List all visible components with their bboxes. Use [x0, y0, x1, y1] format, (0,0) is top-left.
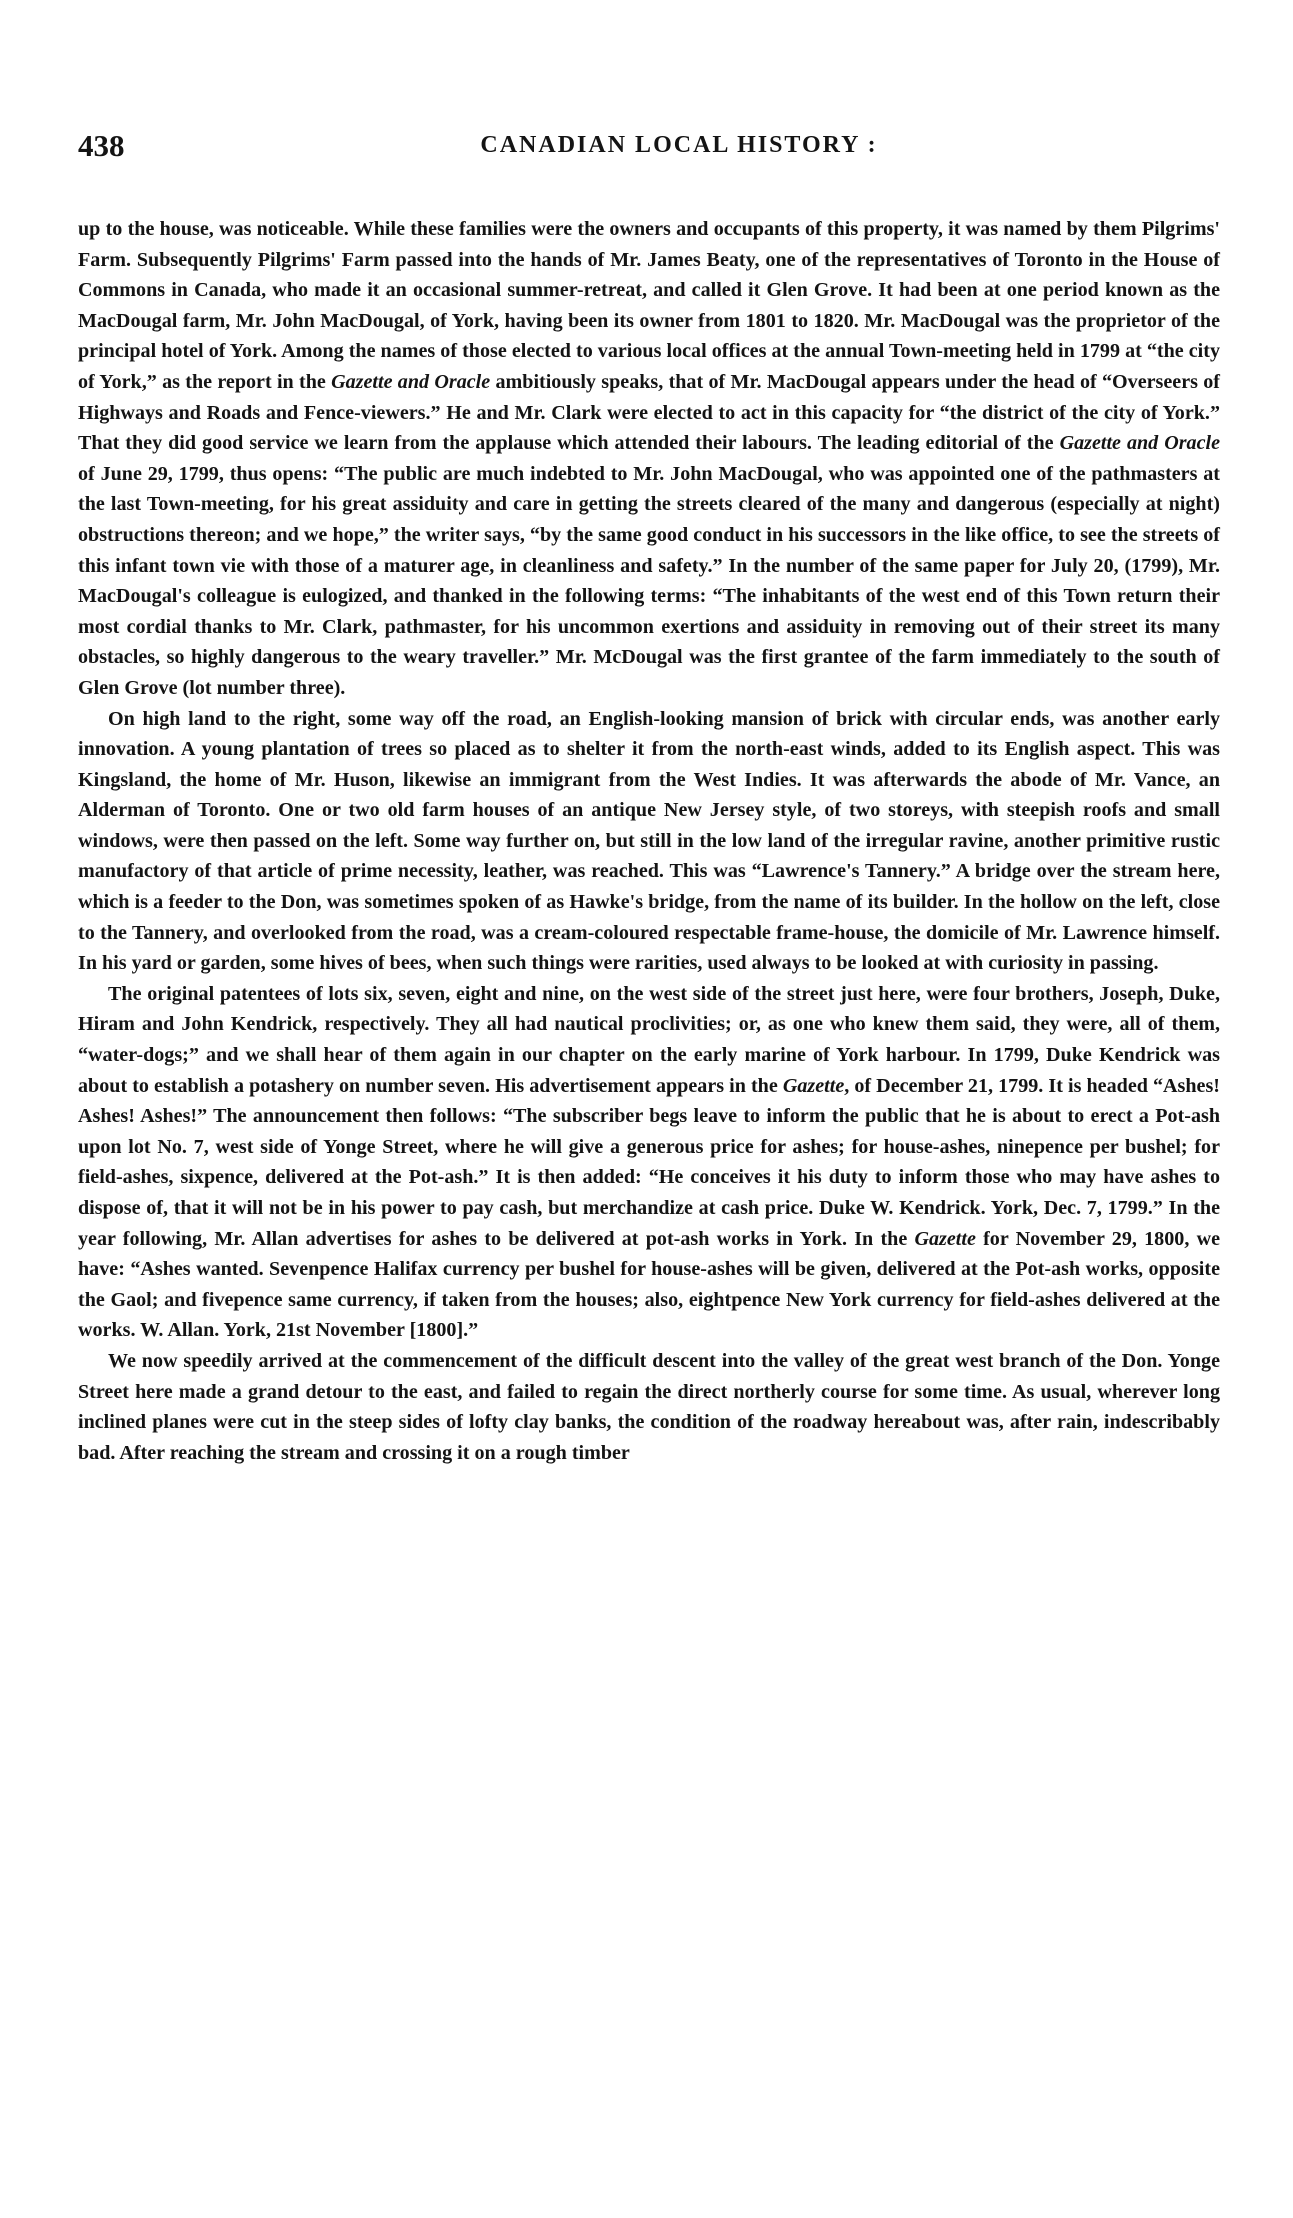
newspaper-title: Gazette and Oracle [331, 370, 491, 393]
body-paragraph [78, 1346, 1220, 1468]
newspaper-title: Gazette and Oracle [1059, 432, 1220, 455]
paragraph-text: On high land to the right, some way off the road, an English-looking mansion of brick with circular ends, was another early innovation. A young plantation of trees so placed as to shelter it from the north-east winds, added to its English aspect. This was Kingsland, the home of Mr. Huson, likewise an immigrant from the West Indies. It was afterwards the abode of Mr. Vance, an Alderman of Toronto. One or two old farm houses of an antique New Jersey style, of two storeys, with steepish roofs and small windows, were then passed on the left. Some way further on, but still in the low land of the irregular ravine, another primitive rustic manufactory of that article of prime necessity, leather, was reached. This was “Lawrence's Tannery.” A bridge over the stream here, which is a feeder to the Don, was sometimes spoken of as Hawke's bridge, from the name of its builder. In the hollow on the left, close to the Tannery, and overlooked from the road, was a cream-coloured respectable frame-house, the domicile of Mr. Lawrence himself. In his yard or garden, some hives of bees, when such things were rarities, used always to be looked at with curiosity in passing. [78, 707, 1220, 975]
paragraph-text: ambitiously speaks, that of Mr. MacDougal appears under the head of “Overseers of Highways and Roads and Fence-viewers.” He and Mr. Clark were elected to act in this capacity for “the district of the city of York.” That they did good service we learn from the applause which attended their labours. The leading editorial of the [78, 370, 1220, 455]
running-title: CANADIAN LOCAL HISTORY : [480, 132, 878, 158]
paragraph-text: We now speedily arrived at the commencement of the difficult descent into the valley of the great west branch of the Don. Yonge Street here made a grand detour to the east, and failed to regain the direct northerly course for some time. As usual, wherever long inclined planes were cut in the steep sides of lofty clay banks, the condition of the roadway hereabout was, after rain, indescribably bad. After reaching the stream and crossing it on a rough timber [78, 1349, 1220, 1464]
book-page [78, 128, 1220, 1468]
body-paragraph [78, 704, 1220, 979]
body-paragraph [78, 214, 1220, 704]
page-number: 438 [78, 128, 125, 163]
page-header [78, 128, 1220, 172]
paragraph-text: of June 29, 1799, thus opens: “The public are much indebted to Mr. John MacDougal, who was appointed one of the pathmasters at the last Town-meeting, for his great assiduity and care in getting the streets cleared of the many and dangerous (especially at night) obstructions thereon; and we hope,” the writer says, “by the same good conduct in his successors in the like office, to see the streets of this infant town vie with those of a maturer age, in cleanliness and safety.” In the number of the same paper for July 20, (1799), Mr. MacDougal's colleague is eulogized, and thanked in the following terms: “The inhabitants of the west end of this Town return their most cordial thanks to Mr. Clark, pathmaster, for his uncommon exertions and assiduity in removing out of their street its many obstacles, so highly dangerous to the weary traveller.” Mr. McDougal was the first grantee of the farm immediately to the south of Glen Grove (lot number three). [78, 462, 1220, 699]
paragraph-text: up to the house, was noticeable. While these families were the owners and occupants of this property, it was named by them Pilgrims' Farm. Subsequently Pilgrims' Farm passed into the hands of Mr. James Beaty, one of the representatives of Toronto in the House of Commons in Canada, who made it an occasional summer-retreat, and called it Glen Grove. It had been at one period known as the MacDougal farm, Mr. John MacDougal, of York, having been its owner from 1801 to 1820. Mr. MacDougal was the proprietor of the principal hotel of York. Among the names of those elected to various local offices at the annual Town-meeting held in 1799 at “the city of York,” as the report in the [78, 218, 1220, 393]
body-paragraph [78, 979, 1220, 1346]
paragraph-text: , of December 21, 1799. It is headed “Ashes! Ashes! Ashes!” The announcement then follows: “The subscriber begs leave to inform the public that he is about to erect a Pot-ash upon lot No. 7, west side of Yonge Street, where he will give a generous price for ashes; for house-ashes, ninepence per bushel; for field-ashes, sixpence, delivered at the Pot-ash.” It is then added: “He conceives it his duty to inform those who may have ashes to dispose of, that it will not be in his power to pay cash, but merchandize at cash price. Duke W. Kendrick. York, Dec. 7, 1799.” In the year following, Mr. Allan advertises for ashes to be delivered at pot-ash works in York. In the [78, 1074, 1220, 1250]
paragraph-text: The original patentees of lots six, seven, eight and nine, on the west side of the street just here, were four brothers, Joseph, Duke, Hiram and John Kendrick, respectively. They all had nautical proclivities; or, as one who knew them said, they were, all of them, “water-dogs;” and we shall hear of them again in our chapter on the early marine of York harbour. In 1799, Duke Kendrick was about to establish a potashery on number seven. His advertisement appears in the [78, 982, 1220, 1097]
newspaper-title: Gazette [782, 1074, 845, 1097]
newspaper-title: Gazette [914, 1227, 976, 1250]
paragraph-text: for November 29, 1800, we have: “Ashes wanted. Sevenpence Halifax currency per bushel for house-ashes will be given, delivered at the Pot-ash works, opposite the Gaol; and fivepence same currency, if taken from the houses; also, eightpence New York currency for field-ashes delivered at the works. W. Allan. York, 21st November [1800].” [78, 1227, 1220, 1342]
